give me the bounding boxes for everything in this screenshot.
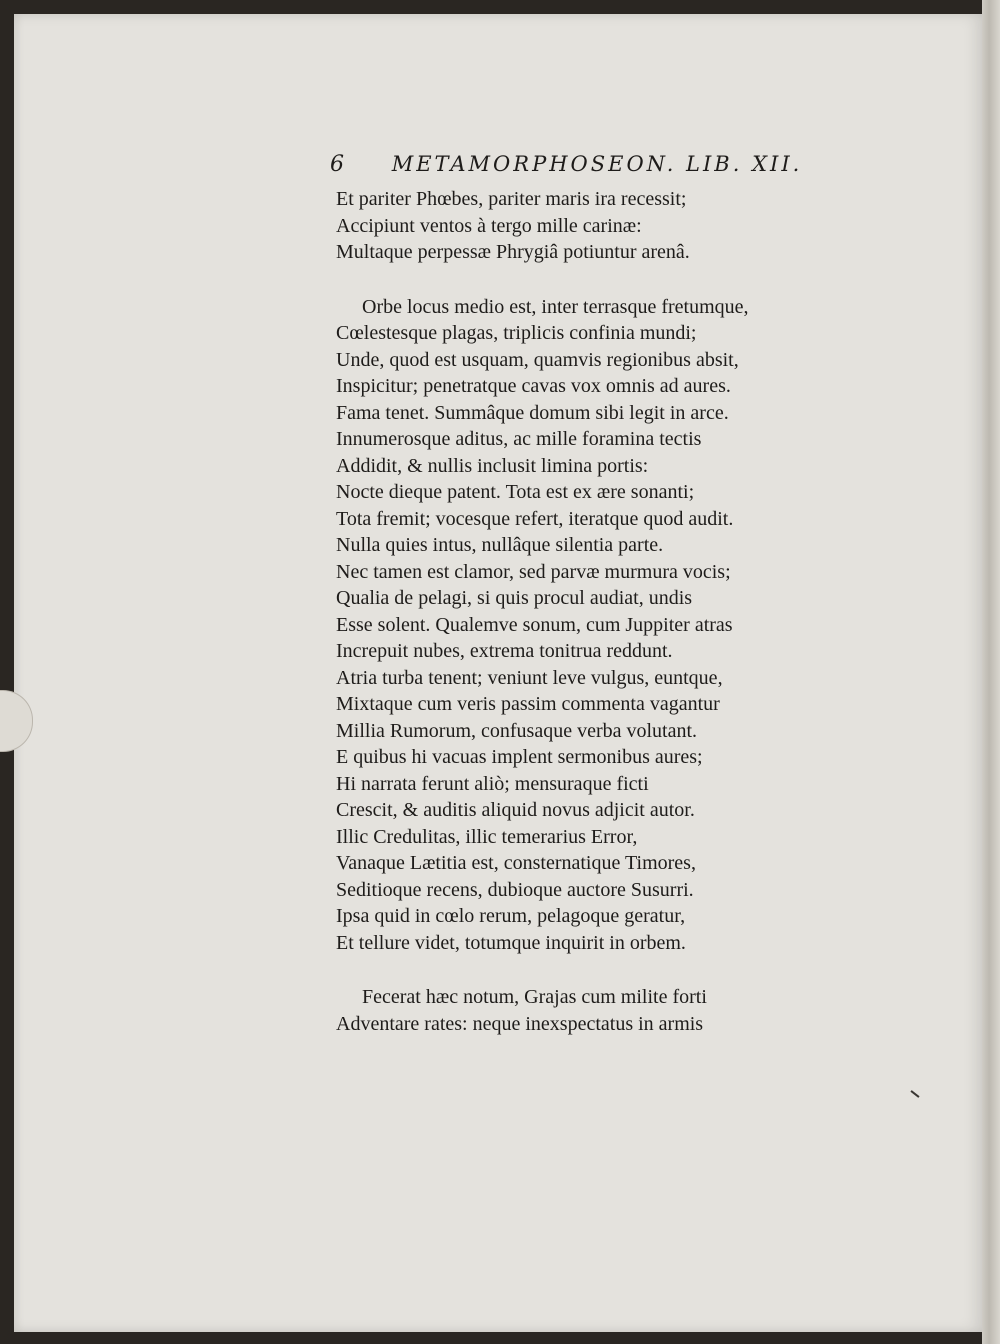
verse-line: Multaque perpessæ Phrygiâ potiuntur arenâ. (336, 241, 690, 263)
verse-line: Inspicitur; penetratque cavas vox omnis ad aures. (336, 375, 731, 397)
running-head: METAMORPHOSEON. LIB. XII. (391, 152, 803, 176)
verse-line: Qualia de pelagi, si quis procul audiat, undis (336, 587, 693, 609)
verse-line: Seditioque recens, dubioque auctore Susurri. (336, 878, 694, 901)
verse-line: Accipiunt ventos à tergo mille carinæ: (336, 214, 642, 237)
verse-line: Unde, quod est usquam, quamvis regionibus absit, (336, 348, 739, 371)
page-number: 6 (330, 152, 347, 177)
verse-line: Orbe locus medio est, inter terrasque fretumque, (362, 295, 749, 318)
verse-line: Crescit, & auditis aliquid novus adjicit autor. (336, 799, 695, 821)
verse-line: E quibus hi vacuas implent sermonibus aures; (336, 746, 703, 768)
stanza (318, 186, 798, 266)
verse-line: Hi narrata ferunt aliò; mensuraque ficti (336, 772, 649, 795)
verse-line: Addidit, & nullis inclusit limina portis: (336, 454, 649, 477)
verse-line: Et pariter Phœbes, pariter maris ira recessit; (336, 188, 687, 210)
verse-line: Fama tenet. Summâque domum sibi legit in arce. (336, 401, 729, 424)
verse-line: Vanaque Lætitia est, consternatique Timores, (336, 852, 696, 874)
verse-line: Esse solent. Qualemve sonum, cum Juppiter atras (336, 613, 733, 636)
facing-page-edge (982, 0, 1000, 1344)
stanza (318, 984, 798, 1037)
verse-line: Ipsa quid in cœlo rerum, pelagoque geratur, (336, 905, 686, 927)
stanza (318, 294, 798, 957)
verse-line: Nec tamen est clamor, sed parvæ murmura vocis; (336, 560, 731, 583)
verse-line: Millia Rumorum, confusaque verba volutant. (336, 719, 698, 742)
page-header (330, 152, 820, 188)
verse-line: Fecerat hæc notum, Grajas cum milite forti (362, 986, 707, 1008)
verse-line: Tota fremit; vocesque refert, iteratque quod audit. (336, 507, 734, 530)
verse-line: Adventare rates: neque inexspectatus in armis (336, 1012, 704, 1035)
verse-line: Atria turba tenent; veniunt leve vulgus, euntque, (336, 666, 723, 689)
verse-line: Innumerosque aditus, ac mille foramina tectis (336, 428, 702, 450)
verse-line: Mixtaque cum veris passim commenta vagantur (336, 693, 720, 715)
verse-line: Nulla quies intus, nullâque silentia parte. (336, 534, 664, 556)
verse-line: Illic Credulitas, illic temerarius Error, (336, 825, 638, 848)
stanza-gap (318, 266, 798, 294)
verse-text (318, 186, 798, 1037)
verse-line: Increpuit nubes, extrema tonitrua reddunt. (336, 640, 673, 662)
verse-line: Nocte dieque patent. Tota est ex ære sonanti; (336, 481, 695, 503)
stanza-gap (318, 956, 798, 984)
verse-line: Et tellure videt, totumque inquirit in orbem. (336, 931, 686, 954)
verse-line: Cœlestesque plagas, triplicis confinia mundi; (336, 322, 697, 344)
